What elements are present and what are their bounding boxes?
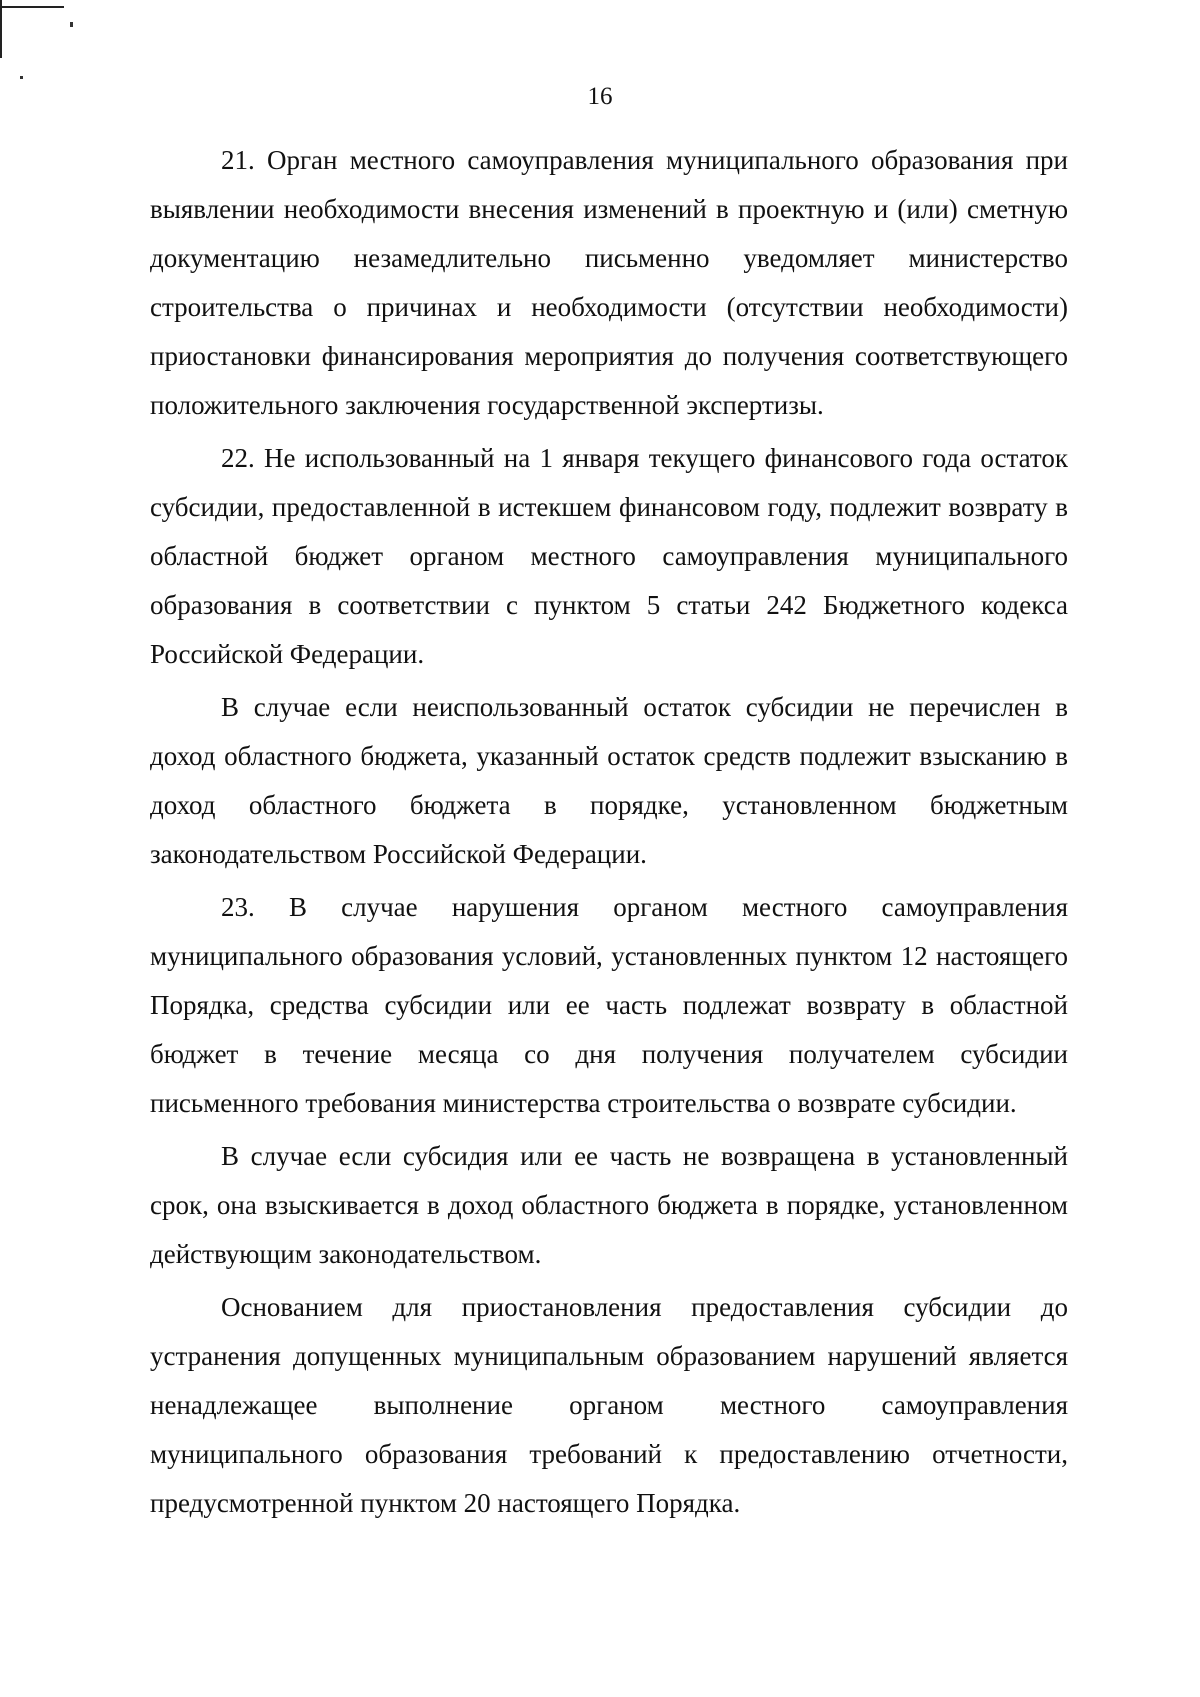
paragraph-23-continued: В случае если субсидия или ее часть не возвращена в установленный срок, она взыскивается в доход областного бюджета в порядке, установленном действующим законодательством. bbox=[150, 1141, 1068, 1269]
paragraph-suspension-grounds: Основанием для приостановления предоставления субсидии до устранения допущенных муниципальным образованием нарушений является ненадлежащее выполнение органом местного самоуправления муниципального образования требований к предоставлению отчетности, предусмотренной пунктом 20 настоящего Порядка. bbox=[150, 1292, 1068, 1518]
scan-dot bbox=[70, 22, 73, 27]
scan-edge-mark bbox=[0, 6, 64, 8]
scan-edge-mark bbox=[0, 0, 2, 58]
paragraph-23: 23. В случае нарушения органом местного самоуправления муниципального образования условий, установленных пунктом 12 настоящего Порядка, средства субсидии или ее часть подлежат возврату в областной бюджет в течение месяца со дня получения получателем субсидии письменного требования министерства строительства о возврате субсидии. bbox=[150, 892, 1068, 1118]
paragraph-21: 21. Орган местного самоуправления муниципального образования при выявлении необходимости внесения изменений в проектную и (или) сметную документацию незамедлительно письменно уведомляет министерство строительства о причинах и необходимости (отсутствии необходимости) приостановки финансирования мероприятия до получения соответствующего положительного заключения государственной экспертизы. bbox=[150, 145, 1068, 420]
page-number: 16 bbox=[587, 83, 613, 110]
document-body bbox=[150, 136, 1068, 1532]
paragraph-22: 22. Не использованный на 1 января текущего финансового года остаток субсидии, предоставленной в истекшем финансовом году, подлежит возврату в областной бюджет органом местного самоуправления муниципального образования в соответствии с пунктом 5 статьи 242 Бюджетного кодекса Российской Федерации. bbox=[150, 443, 1068, 669]
scan-dot bbox=[20, 76, 23, 79]
paragraph-22-continued: В случае если неиспользованный остаток субсидии не перечислен в доход областного бюджета, указанный остаток средств подлежит взысканию в доход областного бюджета в порядке, установленном бюджетным законодательством Российской Федерации. bbox=[150, 692, 1068, 869]
